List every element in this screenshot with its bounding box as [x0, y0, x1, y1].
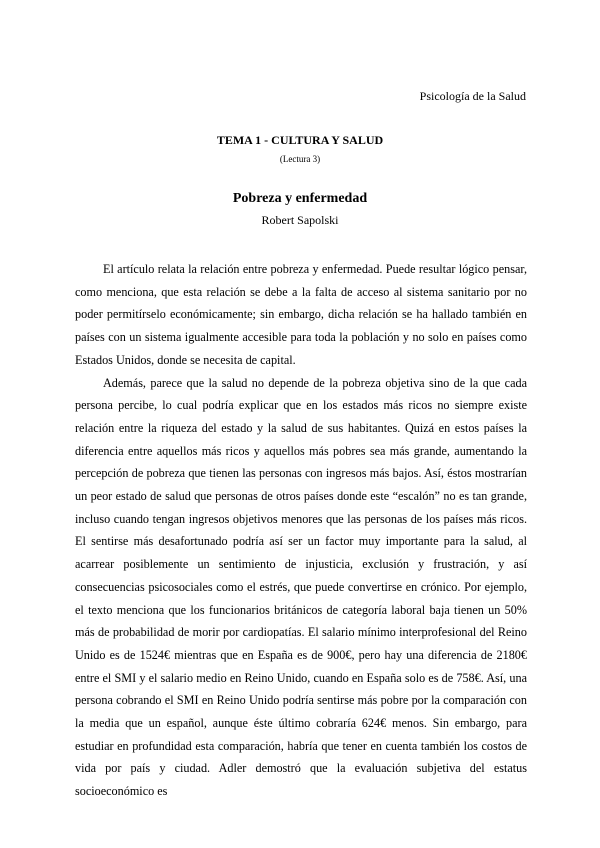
course-header: Psicología de la Salud — [419, 89, 526, 103]
article-author: Robert Sapolski — [261, 213, 339, 227]
paragraph-1: El artículo relata la relación entre pobreza y enfermedad. Puede resultar lógico pensar, como menciona, que esta relación se debe a la falta de acceso al sistema sanitario por no poder permitírselo económicamente; sin embargo, dicha relación se ha hallado también en países con un sistema igualmente accesible para toda la población y no solo en países como Estados Unidos, donde se necesita de capital. — [75, 262, 527, 367]
reading-number: (Lectura 3) — [279, 154, 321, 164]
topic-heading: TEMA 1 - CULTURA Y SALUD — [216, 133, 384, 147]
paragraph-2: Además, parece que la salud no depende de la pobreza objetiva sino de la que cada persona percibe, lo cual podría explicar que en los estados más ricos no siempre existe relación entre la riqueza del estado y la salud de sus habitantes. Quizá en estos países la diferencia entre aquellos más ricos y aquellos más pobres sea más grande, aumentando la percepción de pobreza que tienen las personas con ingresos más bajos. Así, éstos mostrarían un peor estado de salud que personas de otros países donde este “escalón” no es tan grande, incluso cuando tengan ingresos objetivos menores que las personas de los países más ricos. El sentirse más desafortunado podría así ser un factor muy importante para la salud, al acarrear posiblemente un sentimiento de injusticia, exclusión y frustración, y así consecuencias psicosociales como el estrés, que puede convertirse en crónico. Por ejemplo, el texto menciona que los funcionarios británicos de categoría laboral baja tienen un 50% más de probabilidad de morir por cardiopatías. El salario mínimo interprofesional del Reino Unido es de 1524€ mientras que en España es de 900€, pero hay una diferencia de 2180€ entre el SMI y el salario medio en Reino Unido, cuando en España solo es de 758€. Así, una persona cobrando el SMI en Reino Unido podría sentirse más pobre por la comparación con la media que un español, aunque éste último cobraría 624€ menos. Sin embargo, para estudiar en profundidad esta comparación, habría que tener en cuenta también los costos de vida por país y ciudad. Adler demostró que la evaluación subjetiva del estatus socioeconómico es — [75, 375, 527, 799]
body-text — [75, 258, 527, 803]
article-title: Pobreza y enfermedad — [232, 191, 368, 206]
